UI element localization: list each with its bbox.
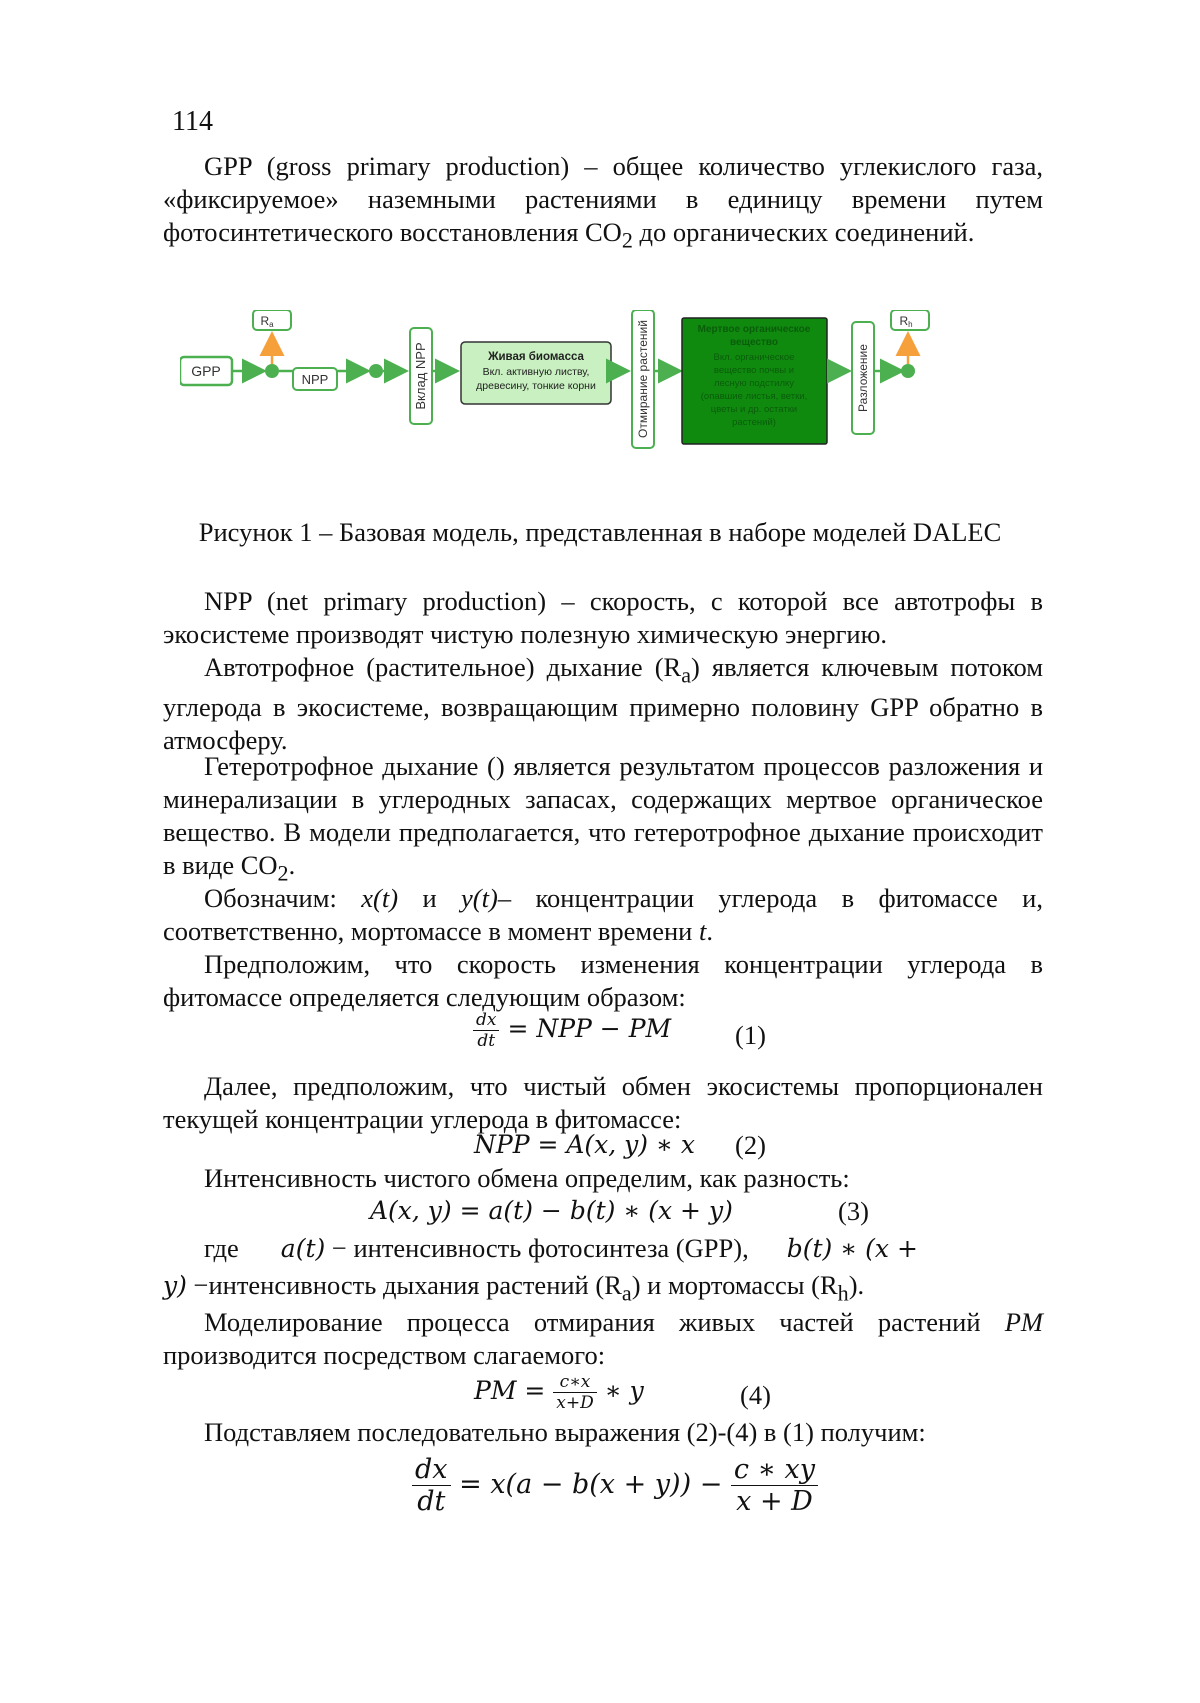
page-number: 114 bbox=[172, 106, 213, 137]
svg-text:NPP: NPP bbox=[301, 372, 329, 387]
svg-text:древесину, тонкие корни: древесину, тонкие корни bbox=[476, 380, 596, 392]
equation-2-label: (2) bbox=[735, 1130, 766, 1160]
decomposition-box bbox=[852, 322, 874, 434]
paragraph-autotrophic: Автотрофное (растительное) дыхание $(R_a)$ является ключевым потоком углерода в экосистеме, возвращающим примерно половину GPP обратно в атмосферу. bbox=[163, 652, 1043, 756]
dalec-model-diagram bbox=[180, 310, 1030, 470]
equation-4-label: (4) bbox=[740, 1380, 771, 1410]
svg-text:Вклад NPP: Вклад NPP bbox=[413, 342, 428, 410]
gpp-box bbox=[180, 357, 232, 385]
svg-text:растений): растений) bbox=[732, 417, 776, 428]
equation-5: $\frac{dx}{dt}$ = x(a − b(x + y)) − $\frac{c ∗ xy}{x + D}$ bbox=[412, 1454, 818, 1517]
svg-text:Отмирание растений: Отмирание растений bbox=[636, 320, 650, 438]
equation-4: PM = $\frac{c∗x}{x+D}$ ∗ y bbox=[474, 1372, 644, 1413]
input-npp-box bbox=[410, 328, 432, 424]
equation-1-label: (1) bbox=[735, 1020, 766, 1050]
svg-text:лесную подстилку: лесную подстилку bbox=[713, 378, 795, 389]
ra-box bbox=[253, 310, 291, 330]
equation-3: A(x, y) = a(t) − b(t) ∗ (x + y) bbox=[370, 1196, 733, 1225]
paragraph-gpp: GPP (gross primary production) – общее количество углекислого газа, «фиксируемое» наземными растениями в единицу времени путем фотосинтетического восстановления $CO_2$ до органических соединений. bbox=[163, 151, 1043, 253]
node-3 bbox=[901, 364, 915, 378]
dieoff-box bbox=[632, 310, 654, 448]
paragraph-substitute: Подставляем последовательно выражения (2)-(4) в (1) получим: bbox=[204, 1417, 926, 1447]
svg-text:вещество: вещество bbox=[729, 337, 779, 348]
paragraph-where-cont: y) −интенсивность дыхания растений $(R_a)$ и мортомассы $(R_h)$. bbox=[163, 1270, 865, 1306]
paragraph-notation: Обозначим: x(t) и y(t)– концентрации углерода в фитомассе и, соответственно, мортомассе в момент времени t. bbox=[163, 883, 1043, 946]
node-2 bbox=[369, 364, 383, 378]
paragraph-where: где a(t) − интенсивность фотосинтеза (GPP), b(t) ∗ (x + bbox=[204, 1233, 918, 1263]
paragraph-exchange: Далее, предположим, что чистый обмен экосистемы пропорционален текущей концентрации углерода в фитомассе: bbox=[163, 1071, 1043, 1134]
svg-text:Разложение: Разложение bbox=[856, 344, 870, 412]
paragraph-dieoff: Моделирование процесса отмирания живых частей растений PM производится посредством слагаемого: bbox=[163, 1307, 1043, 1370]
equation-2: NPP = A(x, y) ∗ x bbox=[474, 1130, 696, 1159]
svg-text:GPP: GPP bbox=[191, 363, 221, 379]
equation-1: $\frac{dx}{dt}$ = NPP − PM bbox=[473, 1010, 671, 1051]
paragraph-heterotrophic: Гетеротрофное дыхание () является результатом процессов разложения и минерализации в углеродных запасах, содержащих мертвое органическое вещество. В модели предполагается, что гетеротрофное дыхание происходит в виде $CO_2$. bbox=[163, 751, 1043, 886]
svg-text:Мертвое органическое: Мертвое органическое bbox=[697, 324, 811, 335]
svg-text:вещество почвы и: вещество почвы и bbox=[713, 365, 795, 376]
svg-text:(опавшие листья, ветки,: (опавшие листья, ветки, bbox=[700, 391, 808, 402]
paragraph-intensity: Интенсивность чистого обмена определим, как разность: bbox=[204, 1163, 850, 1193]
figure-caption: Рисунок 1 – Базовая модель, представленная в наборе моделей DALEC bbox=[198, 517, 1002, 547]
npp-box bbox=[293, 368, 337, 390]
node-1 bbox=[265, 364, 279, 378]
svg-text:Ra: Ra bbox=[260, 314, 274, 329]
svg-text:цветы и др. остатки: цветы и др. остатки bbox=[710, 404, 798, 415]
svg-text:Живая биомасса: Живая биомасса bbox=[488, 351, 584, 363]
equation-3-label: (3) bbox=[838, 1196, 869, 1226]
paragraph-npp: NPP (net primary production) – скорость, с которой все автотрофы в экосистеме производят чистую полезную химическую энергию. bbox=[163, 586, 1043, 649]
svg-text:Вкл. активную листву,: Вкл. активную листву, bbox=[482, 366, 590, 378]
rh-box bbox=[891, 310, 929, 330]
dead-organic-box bbox=[682, 318, 827, 444]
live-biomass-box bbox=[461, 342, 611, 404]
svg-text:Вкл. органическое: Вкл. органическое bbox=[713, 352, 795, 363]
paragraph-assume: Предположим, что скорость изменения концентрации углерода в фитомассе определяется следующим образом: bbox=[163, 949, 1043, 1012]
svg-text:Rh: Rh bbox=[899, 314, 913, 329]
